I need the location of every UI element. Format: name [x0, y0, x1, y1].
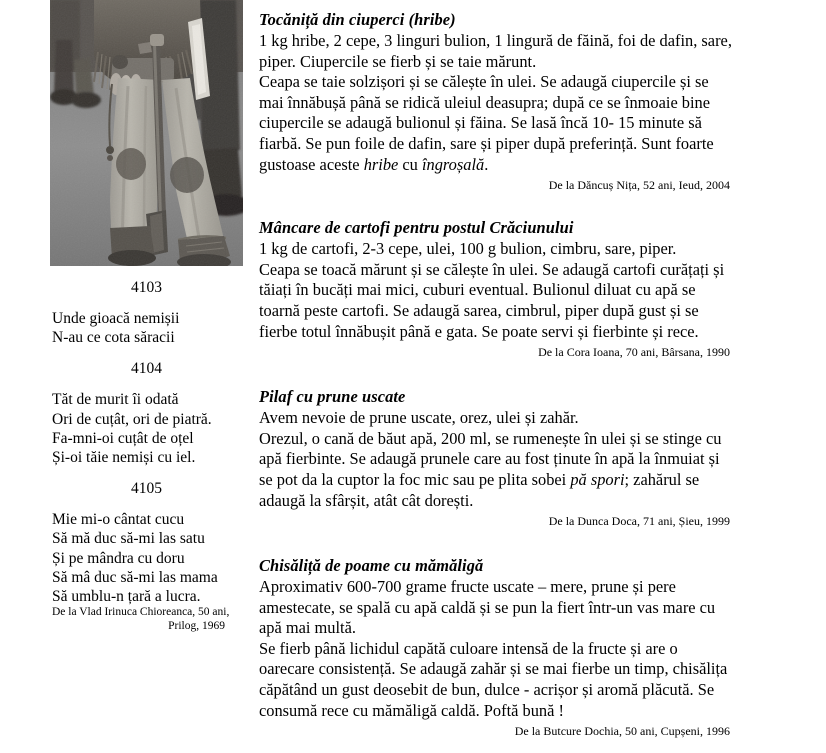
recipe-title: Tocăniță din ciuperci (hribe) [259, 10, 456, 29]
recipe-paragraph: Ceapa se toacă mărunt și se călește în ulei. Se adaugă cartofi curățați și tăiați în bucăți mai mici, cuburi eventual. Bulionul diluat cu apă se toarnă peste cartofi. Se adaugă sarea, cimbrul, piper după gust și se fierbe totul înnăbușit până e gata. Se poate servi și fierbinte și rece. [259, 259, 725, 341]
verse-4104 [50, 390, 243, 467]
verse-line: Și-oi tăie nemiși cu iel. [52, 449, 196, 467]
verse-line: Unde gioacă nemișii [52, 310, 180, 327]
folk-costume-photo [50, 0, 243, 266]
recipe-entry [259, 10, 732, 193]
verse-line: Ori de cuțât, ori de piatră. [52, 410, 212, 428]
verse-line: Să mâ duc să-mi las mama [52, 568, 218, 586]
emphasized-term: îngroșală [421, 154, 485, 174]
recipe-title: Mâncare de cartofi pentru postul Crăciunului [259, 218, 574, 238]
recipe-attribution: De la Dăncuș Nița, 52 ani, Ieud, 2004 [548, 178, 730, 193]
recipe-entry [259, 218, 732, 360]
verse-4105 [50, 510, 243, 606]
spacer [259, 543, 732, 556]
song-number-4104: 4104 [131, 360, 162, 378]
verse-line: Să umblu-n țară a lucra. [52, 588, 201, 606]
spacer [259, 374, 732, 387]
verse-line: Tăt de murit îi odată [52, 391, 179, 409]
verse-line: Mie mi-o cântat cucu [52, 511, 185, 529]
verse-4103 [50, 309, 243, 347]
verse-line: Fa-mni-oi cuțât de oțel [52, 429, 194, 447]
recipe-paragraph: Avem nevoie de prune uscate, orez, ulei și zahăr. [259, 408, 579, 428]
recipe-paragraph: 1 kg de cartofi, 2-3 cepe, ulei, 100 g bulion, cimbru, sare, piper. [259, 239, 677, 259]
recipe-attribution: De la Cora Ioana, 70 ani, Bârsana, 1990 [538, 345, 730, 360]
emphasized-term: pă spori [570, 469, 625, 489]
verse-line: Să mă duc să-mi las satu [52, 530, 205, 548]
recipe-entry [259, 556, 732, 739]
left-column-attribution [50, 606, 243, 633]
recipe-paragraph: Ceapa se taie solzișori și se călește în ulei. Se adaugă ciupercile și se mai înnăbușă până se ridică uleiul deasupra; după ce se înmoaie bine ciupercile se adaugă bulionul și făina. Se lasă încă 10- 15 minute să fiarbă. Se pun foile de dafin, sare și piper după preferință. Sunt foarte gustoase aceste hribe cu îngroșală. [259, 72, 714, 174]
recipe-entry [259, 387, 732, 529]
spacer [259, 207, 732, 218]
recipe-attribution: De la Butcure Dochia, 50 ani, Cupșeni, 1996 [514, 724, 730, 739]
recipe-attribution: De la Dunca Doca, 71 ani, Șieu, 1999 [548, 514, 730, 529]
song-number-4105: 4105 [131, 480, 162, 498]
attribution-line: Prilog, 1969 [168, 619, 225, 632]
right-column [259, 10, 732, 753]
recipe-paragraph: Aproximativ 600-700 grame fructe uscate – mere, prune și pere amestecate, se spală cu apă caldă și se pun la fiert într-un vas mare cu apă mai multă. [259, 577, 716, 638]
recipe-title: Chisăliță de poame cu mămăligă [259, 556, 484, 576]
recipe-paragraph: Orezul, o cană de băut apă, 200 ml, se rumenește în ulei și se stinge cu apă fierbinte. Se adaugă prunele care au fost ținute în apă la înmuiat și se pot da la cuptor la foc mic sau pe plita sobei pă spori; zahărul se adaugă la sfârșit, atât cât dorești. [259, 428, 722, 510]
verse-line: N-au ce cota săracii [52, 329, 175, 347]
recipe-paragraph: Se fierb până lichidul capătă culoare intensă de la fructe și are o oarecare consistență. Se adaugă zahăr și se mai fierbe un timp, chisălița căpătând un gust deosebit de bun, dulce - acrișor și aromă plăcută. Se consumă rece cu mămăligă caldă. Poftă bună ! [259, 638, 728, 720]
emphasized-term: hribe [363, 154, 399, 174]
attribution-line: De la Vlad Irinuca Chioreanca, 50 ani, [52, 606, 230, 619]
recipe-paragraph: 1 kg hribe, 2 cepe, 3 linguri bulion, 1 lingură de făină, foi de dafin, sare, piper. Ciupercile se fierb și se taie mărunt. [259, 31, 732, 71]
photo-graphic [50, 0, 243, 266]
recipe-title: Pilaf cu prune uscate [259, 387, 406, 407]
verse-line: Și pe mândra cu doru [52, 549, 185, 567]
song-number-4103: 4103 [131, 279, 162, 296]
left-column [50, 0, 243, 633]
